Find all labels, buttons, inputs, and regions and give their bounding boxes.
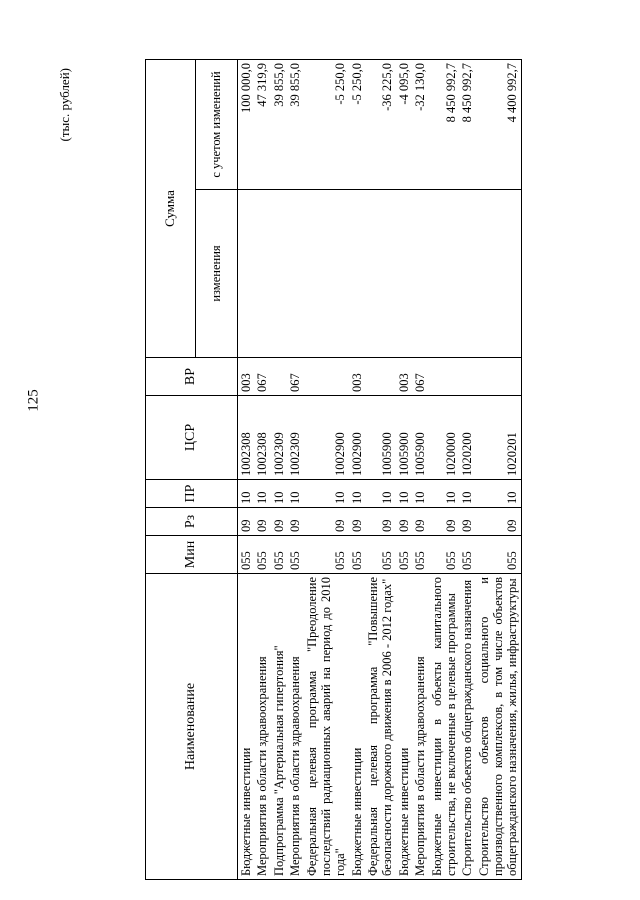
header-changes: изменения [196, 190, 238, 358]
budget-table [145, 59, 522, 880]
row-min: 055 [429, 536, 460, 574]
row-total: 8 450 992,7 [459, 60, 475, 190]
table-body [238, 60, 522, 880]
row-vr: 067 [254, 358, 270, 396]
row-name: Бюджетные инвестиции [396, 574, 412, 880]
row-change [254, 190, 270, 358]
row-total: 47 319,9 [254, 60, 270, 190]
row-csr: 1020000 [429, 396, 460, 480]
row-rz: 09 [429, 508, 460, 536]
row-min: 055 [238, 536, 255, 574]
table-row [287, 60, 303, 880]
row-pr: 10 [349, 480, 365, 508]
row-vr: 003 [349, 358, 365, 396]
row-min: 055 [476, 536, 522, 574]
budget-table-container [57, 60, 625, 880]
row-vr [459, 358, 475, 396]
units-caption: (тыс. рублей) [57, 68, 72, 142]
header-vr: ВР [146, 358, 238, 396]
row-rz: 09 [396, 508, 412, 536]
row-name: Федеральная целевая программа "Преодоление последствий радиационных аварий на период до 2010 года" [304, 574, 349, 880]
row-change [459, 190, 475, 358]
row-name: Строительство объектов социального и производственного комплексов, в том числе объектов общегражданского назначения, жилья, инфраструктуры [476, 574, 522, 880]
row-vr: 003 [238, 358, 255, 396]
row-pr: 10 [238, 480, 255, 508]
row-change [396, 190, 412, 358]
row-total: 39 855,0 [271, 60, 287, 190]
row-pr: 10 [254, 480, 270, 508]
row-pr: 10 [271, 480, 287, 508]
table-row [429, 60, 460, 880]
row-total: 100 000,0 [238, 60, 255, 190]
row-change [271, 190, 287, 358]
row-csr: 1002900 [304, 396, 349, 480]
row-csr: 1002309 [271, 396, 287, 480]
row-min: 055 [254, 536, 270, 574]
row-total: -32 130,0 [412, 60, 428, 190]
row-change [412, 190, 428, 358]
row-rz: 09 [238, 508, 255, 536]
table-row [412, 60, 428, 880]
row-vr [429, 358, 460, 396]
row-vr [304, 358, 349, 396]
row-name: Бюджетные инвестиции [238, 574, 255, 880]
table-row [238, 60, 255, 880]
table-row [271, 60, 287, 880]
table-row [396, 60, 412, 880]
row-rz: 09 [349, 508, 365, 536]
row-vr: 067 [287, 358, 303, 396]
row-csr: 1002309 [287, 396, 303, 480]
row-total: -4 095,0 [396, 60, 412, 190]
row-total: 4 400 992,7 [476, 60, 522, 190]
row-min: 055 [271, 536, 287, 574]
row-min: 055 [304, 536, 349, 574]
row-change [476, 190, 522, 358]
header-rz: Рз [146, 508, 238, 536]
row-pr: 10 [429, 480, 460, 508]
row-min: 055 [287, 536, 303, 574]
row-change [304, 190, 349, 358]
row-min: 055 [459, 536, 475, 574]
row-pr: 10 [412, 480, 428, 508]
table-row [365, 60, 396, 880]
header-with-changes: с учетом изменений [196, 60, 238, 190]
header-csr: ЦСР [146, 396, 238, 480]
table-row [459, 60, 475, 880]
row-vr [271, 358, 287, 396]
row-csr: 1002308 [254, 396, 270, 480]
row-total: -36 225,0 [365, 60, 396, 190]
row-rz: 09 [287, 508, 303, 536]
header-name: Наименование [146, 574, 238, 880]
row-rz: 09 [412, 508, 428, 536]
row-change [349, 190, 365, 358]
row-name: Мероприятия в области здравоохранения [412, 574, 428, 880]
row-total: -5 250,0 [304, 60, 349, 190]
row-vr: 067 [412, 358, 428, 396]
row-pr: 10 [304, 480, 349, 508]
row-pr: 10 [396, 480, 412, 508]
row-pr: 10 [459, 480, 475, 508]
row-min: 055 [412, 536, 428, 574]
row-total: 8 450 992,7 [429, 60, 460, 190]
row-name: Мероприятия в области здравоохранения [254, 574, 270, 880]
header-sum: Сумма [146, 60, 196, 358]
row-vr [476, 358, 522, 396]
header-pr: ПР [146, 480, 238, 508]
row-csr: 1020201 [476, 396, 522, 480]
row-name: Мероприятия в области здравоохранения [287, 574, 303, 880]
row-csr: 1005900 [396, 396, 412, 480]
row-pr: 10 [287, 480, 303, 508]
row-pr: 10 [476, 480, 522, 508]
row-csr: 1002308 [238, 396, 255, 480]
row-vr: 003 [396, 358, 412, 396]
row-vr [365, 358, 396, 396]
row-name: Федеральная целевая программа "Повышение безопасности дорожного движения в 2006 - 2012 годах" [365, 574, 396, 880]
row-name: Бюджетные инвестиции в объекты капитального строительства, не включенные в целевые программы [429, 574, 460, 880]
row-rz: 09 [459, 508, 475, 536]
row-change [238, 190, 255, 358]
row-rz: 09 [365, 508, 396, 536]
row-min: 055 [396, 536, 412, 574]
row-rz: 09 [271, 508, 287, 536]
row-total: 39 855,0 [287, 60, 303, 190]
table-row [254, 60, 270, 880]
row-rz: 09 [304, 508, 349, 536]
page-number: 125 [25, 389, 42, 412]
row-min: 055 [365, 536, 396, 574]
row-csr: 1002900 [349, 396, 365, 480]
row-min: 055 [349, 536, 365, 574]
row-csr: 1005900 [365, 396, 396, 480]
row-csr: 1005900 [412, 396, 428, 480]
row-csr: 1020200 [459, 396, 475, 480]
row-change [429, 190, 460, 358]
row-rz: 09 [476, 508, 522, 536]
table-row [349, 60, 365, 880]
row-rz: 09 [254, 508, 270, 536]
row-change [365, 190, 396, 358]
table-row [476, 60, 522, 880]
row-change [287, 190, 303, 358]
header-min: Мин [146, 536, 238, 574]
row-name: Строительство объектов общегражданского назначения [459, 574, 475, 880]
row-name: Подпрограмма "Артериальная гипертония" [271, 574, 287, 880]
row-total: -5 250,0 [349, 60, 365, 190]
row-name: Бюджетные инвестиции [349, 574, 365, 880]
row-pr: 10 [365, 480, 396, 508]
table-row [304, 60, 349, 880]
